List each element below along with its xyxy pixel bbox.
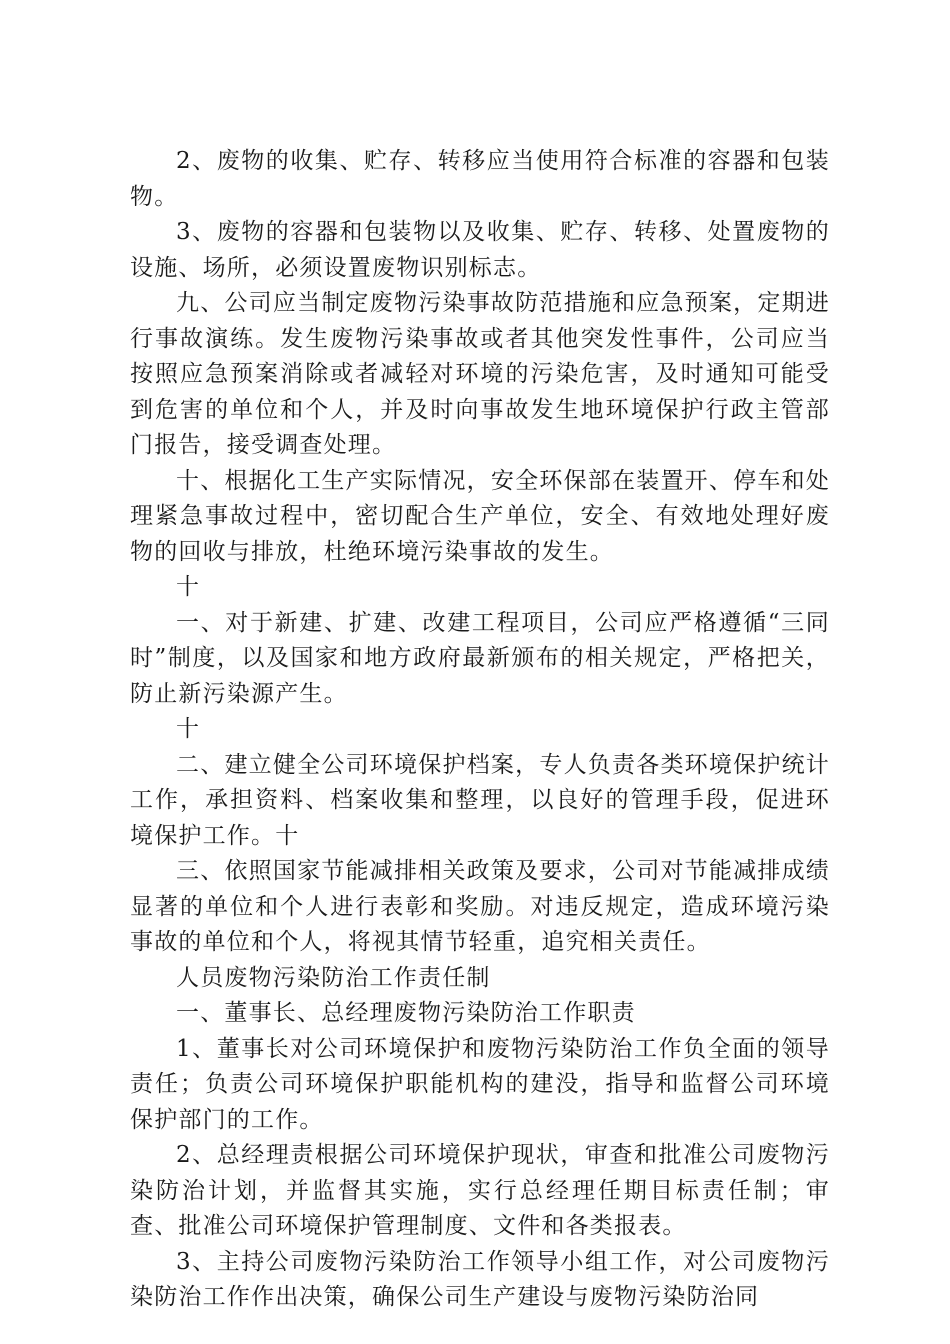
paragraph-emergency-plan: 九、公司应当制定废物污染事故防范措施和应急预案，定期进行事故演练。发生废物污染事故或者其他突发性事件，公司应当按照应急预案消除或者减轻对环境的污染危害，及时通知可能受到危害的单位和个人，并及时向事故发生地环境保护行政主管部门报告，接受调查处理。 — [130, 290, 830, 458]
paragraph-numeral-fragment: 十 — [176, 574, 201, 600]
paragraph-numeral-fragment: 十 — [176, 716, 201, 742]
paragraph-archives: 二、建立健全公司环境保护档案，专人负责各类环境保护统计工作，承担资料、档案收集和整理，以良好的管理手段，促进环境保护工作。十 — [130, 751, 830, 849]
paragraph-startup-shutdown: 十、根据化工生产实际情况，安全环保部在装置开、停车和处理紧急事故过程中，密切配合生产单位，安全、有效地处理好废物的回收与排放，杜绝环境污染事故的发生。 — [130, 467, 830, 565]
document-body — [130, 144, 830, 1316]
subsection-heading-chairman: 一、董事长、总经理废物污染防治工作职责 — [176, 1000, 636, 1026]
paragraph-leadership-group: 3、主持公司废物污染防治工作领导小组工作，对公司废物污染防治工作作出决策，确保公司生产建设与废物污染防治同 — [130, 1248, 830, 1310]
paragraph-manager-duty: 2、总经理责根据公司环境保护现状，审查和批准公司废物污染防治计划，并监督其实施，实行总经理任期目标责任制；审查、批准公司环境保护管理制度、文件和各类报表。 — [130, 1142, 830, 1239]
paragraph-chairman-duty: 1、董事长对公司环境保护和废物污染防治工作负全面的领导责任；负责公司环境保护职能机构的建没，指导和监督公司环境保护部门的工作。 — [130, 1035, 830, 1133]
paragraph-identification-marks: 3、废物的容器和包装物以及收集、贮存、转移、处置废物的设施、场所，必须设置废物识别标志。 — [130, 219, 830, 281]
paragraph-three-simultaneous: 一、对于新建、扩建、改建工程项目，公司应严格遵循“三同时”制度，以及国家和地方政府最新颁布的相关规定，严格把关，防止新污染源产生。 — [130, 609, 830, 707]
paragraph-waste-containers: 2、废物的收集、贮存、转移应当使用符合标准的容器和包装物。 — [130, 148, 830, 210]
paragraph-energy-saving: 三、依照国家节能减排相关政策及要求，公司对节能减排成绩显著的单位和个人进行表彰和奖励。对违反规定，造成环境污染事故的单位和个人，将视其情节轻重，追究相关责任。 — [130, 858, 830, 955]
section-heading-responsibility: 人员废物污染防治工作责任制 — [176, 964, 491, 991]
